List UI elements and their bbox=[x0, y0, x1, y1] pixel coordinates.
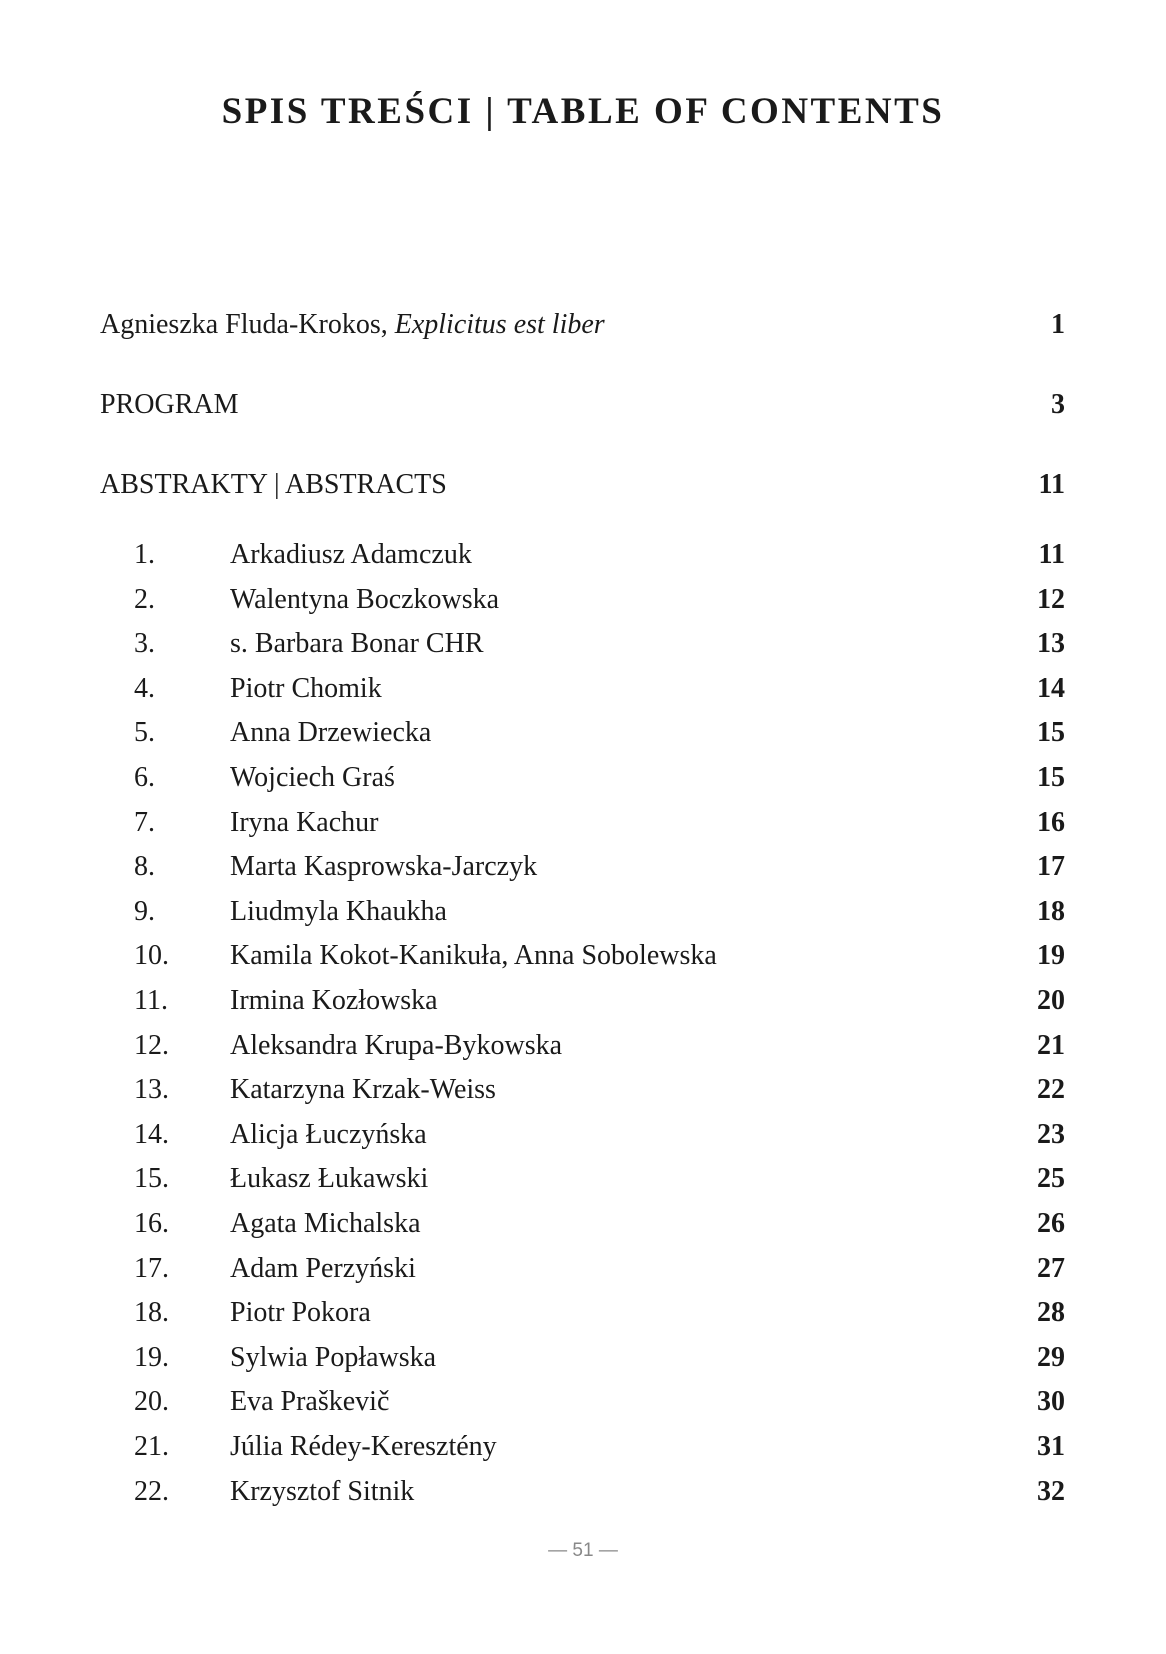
toc-abstract-item[interactable] bbox=[134, 936, 1065, 976]
toc-abstract-number: 8. bbox=[134, 851, 155, 883]
toc-abstract-page-number: 16 bbox=[1037, 806, 1065, 838]
toc-abstract-number: 19. bbox=[134, 1341, 169, 1373]
toc-entry-page-number: 11 bbox=[1038, 469, 1065, 500]
toc-abstract-author: Aleksandra Krupa-Bykowska bbox=[230, 1029, 563, 1061]
toc-abstract-author: Piotr Chomik bbox=[230, 672, 382, 704]
toc-abstract-item[interactable] bbox=[134, 669, 1065, 709]
toc-abstract-page-number: 31 bbox=[1037, 1431, 1065, 1462]
toc-abstract-number: 12. bbox=[134, 1029, 169, 1061]
toc-entry-page-number: 3 bbox=[1051, 389, 1065, 420]
toc-abstract-item[interactable] bbox=[134, 1338, 1065, 1378]
toc-abstract-item[interactable] bbox=[134, 1159, 1065, 1199]
toc-abstract-number: 10. bbox=[134, 940, 169, 972]
toc-abstract-item[interactable] bbox=[134, 892, 1065, 932]
toc-abstract-item[interactable] bbox=[134, 1070, 1065, 1110]
toc-abstract-author: Liudmyla Khaukha bbox=[230, 895, 447, 927]
toc-abstract-number: 17. bbox=[134, 1252, 169, 1284]
toc-abstract-number: 16. bbox=[134, 1208, 169, 1239]
toc-entry-label: PROGRAM bbox=[100, 389, 239, 420]
toc-abstract-author: Irmina Kozłowska bbox=[230, 985, 438, 1016]
toc-entry-label bbox=[100, 309, 605, 341]
toc-abstract-item[interactable] bbox=[134, 758, 1065, 798]
toc-abstract-item[interactable] bbox=[134, 803, 1065, 843]
toc-abstract-author: Adam Perzyński bbox=[230, 1252, 416, 1284]
toc-abstract-number: 22. bbox=[134, 1475, 169, 1507]
toc-entry-page-number: 1 bbox=[1051, 309, 1065, 340]
toc-abstract-author: Agata Michalska bbox=[230, 1208, 421, 1239]
toc-abstract-author: Arkadiusz Adamczuk bbox=[230, 539, 472, 570]
page-number-footer: — 51 — bbox=[548, 1540, 618, 1561]
toc-abstract-number: 9. bbox=[134, 895, 155, 927]
toc-abstract-number: 15. bbox=[134, 1163, 169, 1195]
toc-abstract-author: Iryna Kachur bbox=[230, 806, 379, 838]
toc-abstract-item[interactable] bbox=[134, 1293, 1065, 1333]
toc-abstract-number: 3. bbox=[134, 628, 155, 660]
toc-abstract-page-number: 15 bbox=[1037, 762, 1065, 793]
toc-abstract-page-number: 19 bbox=[1037, 940, 1065, 972]
toc-abstract-page-number: 32 bbox=[1037, 1475, 1065, 1507]
toc-abstract-author: Kamila Kokot-Kanikuła, Anna Sobolewska bbox=[230, 940, 717, 972]
toc-abstract-author: Marta Kasprowska-Jarczyk bbox=[230, 851, 538, 883]
toc-abstract-item[interactable] bbox=[134, 1115, 1065, 1155]
toc-entry-author: Agnieszka Fluda-Krokos, bbox=[100, 309, 395, 340]
toc-abstract-page-number: 23 bbox=[1037, 1118, 1065, 1150]
toc-abstract-page-number: 22 bbox=[1037, 1074, 1065, 1106]
toc-abstract-page-number: 27 bbox=[1037, 1252, 1065, 1284]
toc-abstract-page-number: 17 bbox=[1037, 851, 1065, 883]
toc-abstract-item[interactable] bbox=[134, 1204, 1065, 1244]
toc-abstract-number: 7. bbox=[134, 806, 155, 838]
toc-abstract-item[interactable] bbox=[134, 713, 1065, 753]
page-title: SPIS TREŚCI | TABLE OF CONTENTS bbox=[221, 91, 945, 132]
toc-abstract-page-number: 29 bbox=[1037, 1341, 1065, 1373]
toc-abstract-number: 2. bbox=[134, 583, 155, 615]
toc-entry-introduction[interactable] bbox=[100, 305, 1065, 345]
toc-abstract-author: Júlia Rédey-Keresztény bbox=[230, 1431, 497, 1462]
toc-entry-work-title: Explicitus est liber bbox=[394, 309, 605, 340]
toc-abstract-item[interactable] bbox=[134, 981, 1065, 1021]
toc-abstract-page-number: 21 bbox=[1037, 1029, 1065, 1061]
toc-abstract-author: Eva Praškevič bbox=[230, 1386, 390, 1418]
toc-entry-program[interactable] bbox=[100, 385, 1065, 425]
toc-abstract-author: Walentyna Boczkowska bbox=[230, 583, 500, 615]
toc-abstract-author: s. Barbara Bonar CHR bbox=[230, 628, 484, 660]
toc-abstract-author: Sylwia Popławska bbox=[230, 1341, 437, 1373]
toc-abstract-page-number: 13 bbox=[1037, 628, 1065, 660]
toc-abstract-number: 18. bbox=[134, 1297, 169, 1329]
toc-abstract-number: 1. bbox=[134, 539, 155, 570]
toc-abstract-item[interactable] bbox=[134, 1382, 1065, 1422]
toc-abstract-author: Anna Drzewiecka bbox=[230, 717, 432, 749]
toc-abstract-item[interactable] bbox=[134, 624, 1065, 664]
toc-abstract-item[interactable] bbox=[134, 580, 1065, 620]
toc-abstract-author: Krzysztof Sitnik bbox=[230, 1475, 415, 1507]
toc-abstract-page-number: 11 bbox=[1038, 539, 1065, 570]
toc-abstract-page-number: 20 bbox=[1037, 985, 1065, 1016]
toc-abstract-item[interactable] bbox=[134, 847, 1065, 887]
toc-abstract-number: 20. bbox=[134, 1386, 169, 1418]
toc-abstract-author: Piotr Pokora bbox=[230, 1297, 371, 1329]
toc-abstract-page-number: 14 bbox=[1037, 672, 1065, 704]
toc-abstract-number: 4. bbox=[134, 672, 155, 704]
toc-abstract-number: 5. bbox=[134, 717, 155, 749]
toc-abstract-number: 14. bbox=[134, 1118, 169, 1150]
toc-abstract-page-number: 28 bbox=[1037, 1297, 1065, 1329]
toc-abstract-page-number: 25 bbox=[1037, 1163, 1065, 1195]
toc-abstract-item[interactable] bbox=[134, 1026, 1065, 1066]
toc-abstract-item[interactable] bbox=[134, 1472, 1065, 1512]
toc-abstract-author: Alicja Łuczyńska bbox=[230, 1118, 427, 1150]
toc-abstract-page-number: 26 bbox=[1037, 1208, 1065, 1239]
toc-abstract-page-number: 30 bbox=[1037, 1386, 1065, 1418]
toc-abstract-number: 6. bbox=[134, 762, 155, 793]
toc-entry-abstracts[interactable] bbox=[100, 465, 1065, 505]
toc-abstract-number: 13. bbox=[134, 1074, 169, 1106]
toc-entry-label: ABSTRAKTY | ABSTRACTS bbox=[100, 469, 447, 500]
toc-abstract-author: Łukasz Łukawski bbox=[230, 1163, 429, 1195]
toc-abstract-page-number: 12 bbox=[1037, 583, 1065, 615]
toc-abstract-number: 21. bbox=[134, 1431, 169, 1462]
toc-abstract-author: Wojciech Graś bbox=[230, 762, 395, 793]
toc-abstract-item[interactable] bbox=[134, 1427, 1065, 1467]
toc-abstract-page-number: 18 bbox=[1037, 895, 1065, 927]
toc-abstract-page-number: 15 bbox=[1037, 717, 1065, 749]
toc-abstract-item[interactable] bbox=[134, 535, 1065, 575]
toc-abstract-item[interactable] bbox=[134, 1249, 1065, 1289]
toc-abstract-author: Katarzyna Krzak-Weiss bbox=[230, 1074, 496, 1106]
toc-abstract-number: 11. bbox=[134, 985, 168, 1016]
